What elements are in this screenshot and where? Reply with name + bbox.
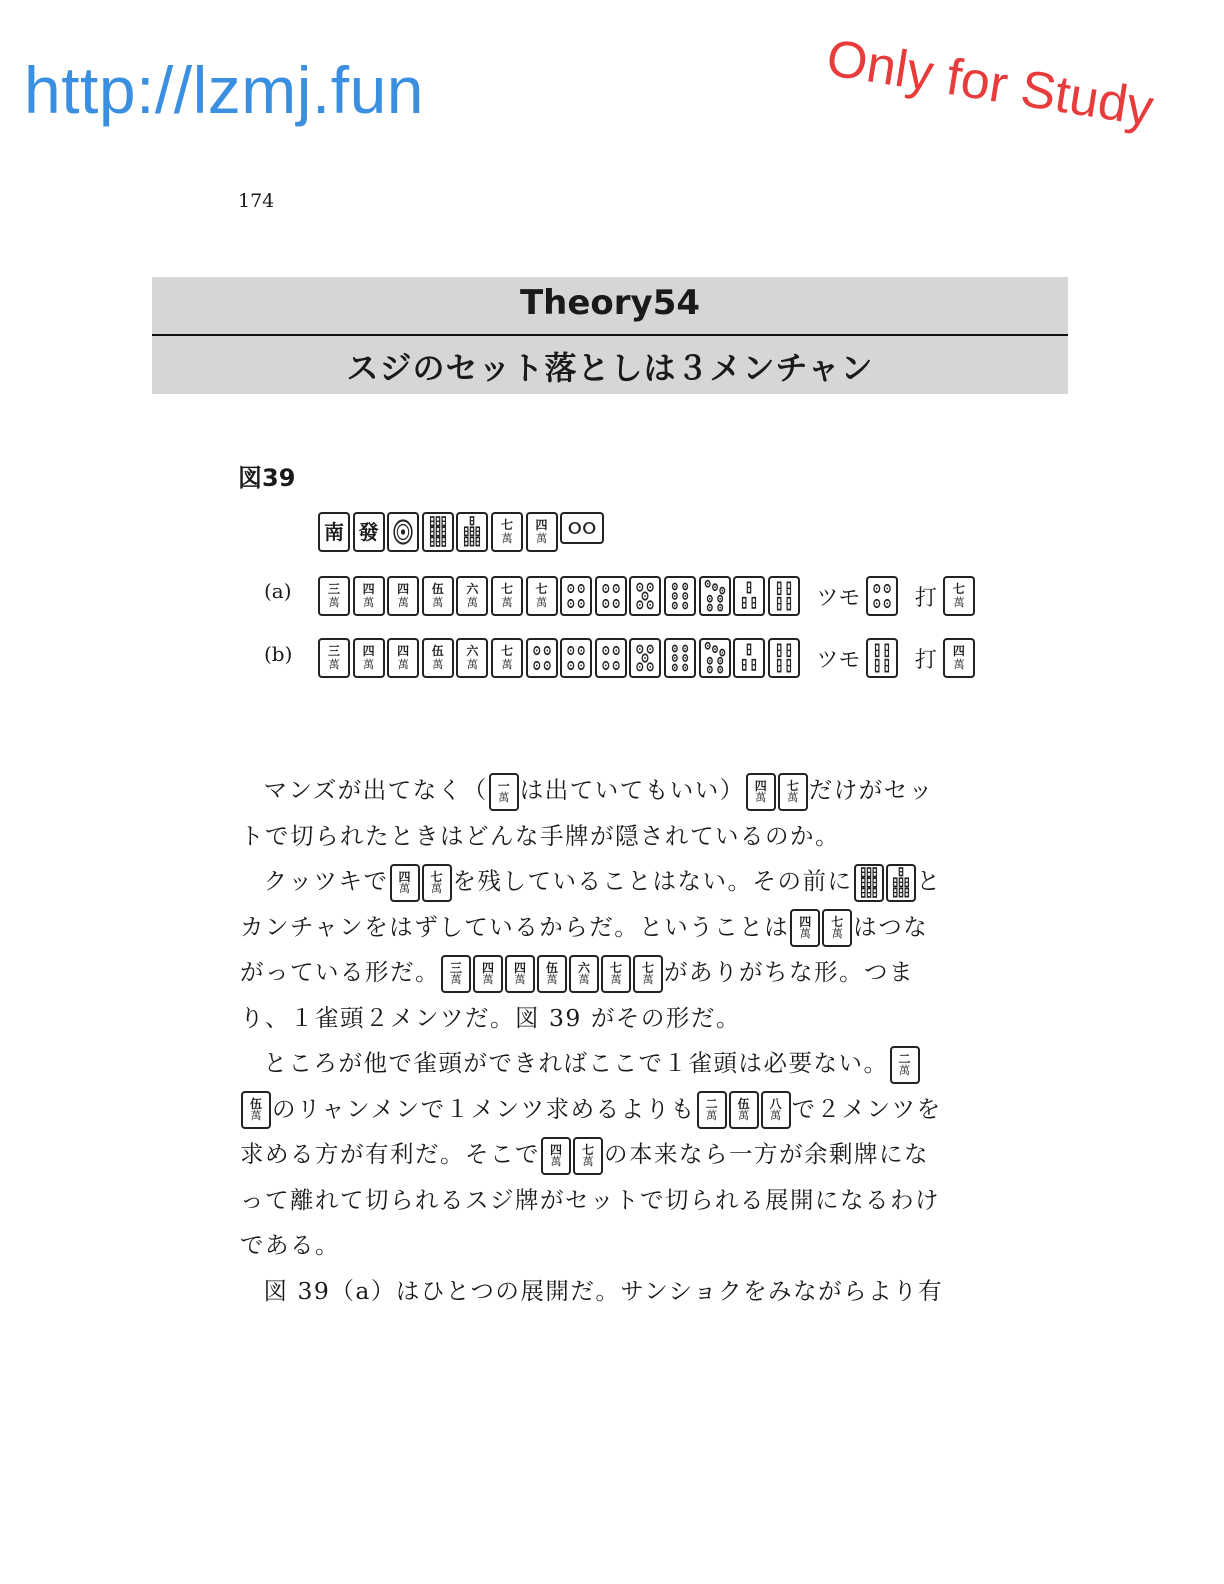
- paragraph-text: 図 39（a）はひとつの展開だ。サンショクをみながらより有: [263, 1276, 944, 1305]
- paragraph-text: マンズが出てなく（: [263, 776, 488, 804]
- paragraph-text: ところが他で雀頭ができればここで１雀頭は必要ない。: [263, 1049, 889, 1077]
- tile-man-4: 四 萬: [505, 955, 535, 993]
- tile-pin-4: [595, 638, 627, 678]
- tile-man-3: 三 萬: [441, 955, 471, 993]
- tile-man-2: 二 萬: [890, 1046, 920, 1084]
- theory-header: [152, 277, 1068, 394]
- tile-man-5: 伍 萬: [422, 638, 454, 678]
- tile-honor: 發: [353, 512, 385, 552]
- tile-man-7: 七 萬: [943, 576, 975, 616]
- tile-man-3: 三 萬: [318, 638, 350, 678]
- paragraph-text: だけがセットで切られたときはどんな手牌が隠されているのか。: [240, 776, 934, 850]
- page-number: 174: [238, 190, 275, 212]
- tile-man-4: 四 萬: [387, 638, 419, 678]
- paragraph-text: のリャンメンで１メンツ求めるよりも: [272, 1094, 696, 1123]
- tile-pin-4: [866, 576, 898, 616]
- paragraph: [240, 1041, 952, 1269]
- header-subtitle: スジのセット落としは３メンチャン: [346, 349, 874, 387]
- tile-man-5: 伍 萬: [729, 1091, 759, 1129]
- tile-man-4: 四 萬: [473, 955, 503, 993]
- hand-row-a: [318, 576, 978, 616]
- tile-man-4: 四 萬: [943, 638, 975, 678]
- paragraph-text: を残していることはない。その前に: [452, 867, 853, 895]
- tile-man-6: 六 萬: [456, 638, 488, 678]
- tile-man-4: 四 萬: [526, 512, 558, 552]
- tsumo-label-a: ツモ: [816, 585, 861, 611]
- body-text: [240, 768, 952, 1314]
- tile-man-7: 七 萬: [822, 909, 852, 947]
- paragraph-text: とカンチャンをはずしているからだ。ということは: [240, 867, 942, 941]
- watermark-url: http://lzmj.fun: [24, 53, 424, 127]
- tile-pin-5: [629, 576, 661, 616]
- discard-label-a: 打: [914, 585, 937, 611]
- tile-man-7: 七 萬: [422, 864, 452, 902]
- tile-man-4: 四 萬: [541, 1137, 571, 1175]
- tile-man-6: 六 萬: [456, 576, 488, 616]
- tile-pin-6: [664, 576, 696, 616]
- discard-tile-b: [943, 638, 978, 678]
- paragraph-text: は出ていてもいい）: [519, 776, 745, 804]
- discard-label-b: 打: [914, 647, 937, 673]
- tile-sou-9: [854, 864, 884, 902]
- tile-man-5: 伍 萬: [241, 1091, 271, 1129]
- tsumo-tile-b: [866, 638, 901, 678]
- tile-man-4: 四 萬: [390, 864, 420, 902]
- header-divider: [152, 334, 1068, 336]
- tile-man-4: 四 萬: [353, 638, 385, 678]
- tile-man-7: 七 萬: [601, 955, 631, 993]
- tsumo-label-b: ツモ: [816, 647, 861, 673]
- tile-man-7: 七 萬: [633, 955, 663, 993]
- discard-river: [318, 512, 607, 552]
- tile-sou-3: [733, 638, 765, 678]
- tile-man-2: 二 萬: [697, 1091, 727, 1129]
- tile-pin-5: [629, 638, 661, 678]
- paragraph-text: で２メンツを求める方が有利だ。そこで: [240, 1094, 942, 1168]
- tile-pin-4: [595, 576, 627, 616]
- tile-man-7: 七 萬: [573, 1137, 603, 1175]
- tile-man-6: 六 萬: [569, 955, 599, 993]
- watermark-study-note: Only for Study: [822, 28, 1158, 138]
- paragraph-text: クッツキで: [263, 867, 389, 895]
- row-label-a: (a): [264, 579, 292, 603]
- hand-tiles-a: [318, 576, 802, 616]
- tile-pin-1: [387, 512, 419, 552]
- paragraph: [240, 1269, 952, 1315]
- tile-sou-4: [768, 576, 800, 616]
- paragraph: [240, 768, 952, 859]
- tile-sou-7: [456, 512, 488, 552]
- tile-man-4: 四 萬: [353, 576, 385, 616]
- tile-sou-4: [866, 638, 898, 678]
- tile-man-7: 七 萬: [491, 638, 523, 678]
- tile-pin-7: [699, 638, 731, 678]
- figure-label: 図39: [238, 464, 296, 492]
- tile-sou-9: [422, 512, 454, 552]
- tile-man-7: 七 萬: [778, 773, 808, 811]
- paragraph: [240, 859, 952, 1041]
- tile-man-3: 三 萬: [318, 576, 350, 616]
- tile-man-1: 一 萬: [489, 773, 519, 811]
- hand-tiles-b: [318, 638, 802, 678]
- tile-man-7: 七 萬: [491, 512, 523, 552]
- paragraph-text: はつながっている形だ。: [240, 912, 929, 986]
- row-label-b: (b): [264, 642, 293, 666]
- tile-pin-4: [560, 576, 592, 616]
- tile-pin-7: [699, 576, 731, 616]
- paragraph-text: がありがちな形。つまり、１雀頭２メンツだ。図 39 がその形だ。: [240, 958, 914, 1032]
- discard-tiles: [318, 512, 607, 552]
- tile-sou-4: [768, 638, 800, 678]
- tile-pin-6: [664, 638, 696, 678]
- tile-pin-4: [526, 638, 558, 678]
- tile-sou-7: [886, 864, 916, 902]
- tile-man-5: 伍 萬: [537, 955, 567, 993]
- header-title: Theory54: [519, 283, 701, 323]
- tile-man-5: 伍 萬: [422, 576, 454, 616]
- tsumo-tile-a: [866, 576, 901, 616]
- tile-sou-3: [733, 576, 765, 616]
- discard-tile-a: [943, 576, 978, 616]
- tile-pin-4: [560, 638, 592, 678]
- paragraph-text: の本来なら一方が余剰牌になって離れて切られるスジ牌がセットで切られる展開になるわけである。: [240, 1140, 940, 1259]
- tile-man-8: 八 萬: [761, 1091, 791, 1129]
- hand-row-b: [318, 638, 978, 678]
- tile-man-4: 四 萬: [387, 576, 419, 616]
- tile-man-7: 七 萬: [526, 576, 558, 616]
- tile-pin-2: [560, 512, 604, 544]
- tile-honor: 南: [318, 512, 350, 552]
- tile-man-4: 四 萬: [790, 909, 820, 947]
- tile-man-7: 七 萬: [491, 576, 523, 616]
- tile-man-4: 四 萬: [746, 773, 776, 811]
